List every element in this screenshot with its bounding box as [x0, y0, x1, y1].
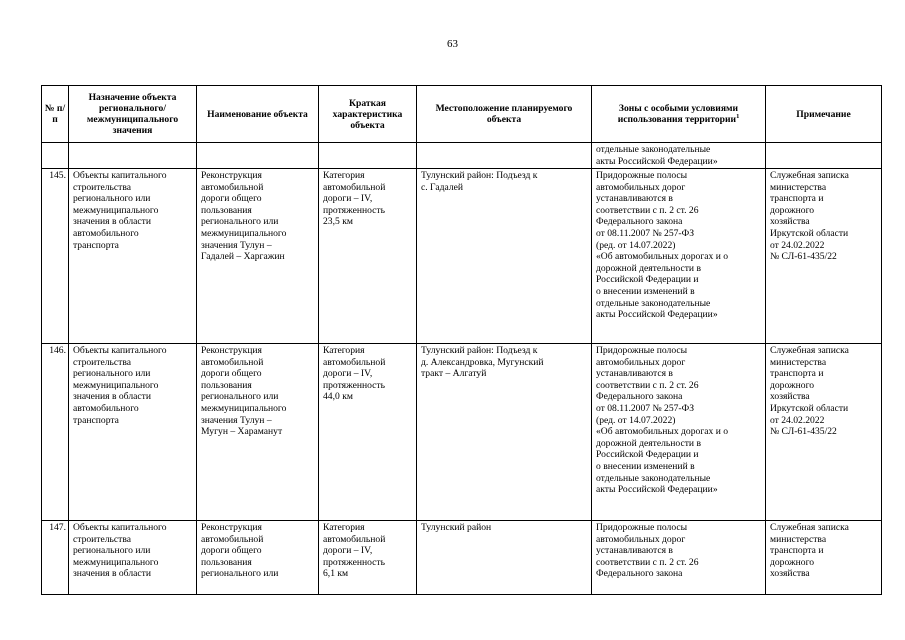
text-line: соответствии с п. 2 ст. 26 — [596, 204, 699, 216]
text-line: автомобильной — [323, 356, 386, 368]
text-line: от 24.02.2022 — [770, 414, 825, 426]
text-line: соответствии с п. 2 ст. 26 — [596, 379, 699, 391]
header-name: Наименование объекта — [197, 86, 319, 143]
text-line: Придорожные полосы — [596, 522, 688, 533]
text-line: протяженность — [323, 379, 385, 391]
text-line: Служебная записка — [770, 170, 849, 181]
table-row — [42, 521, 882, 595]
cell-location — [417, 169, 592, 344]
cell-num: 146. — [42, 344, 69, 521]
text-line: Федерального закона — [596, 568, 683, 580]
text-line: пользования — [201, 556, 252, 568]
text-line: Гадалей – Харгажин — [201, 251, 285, 263]
cell-name — [197, 344, 319, 521]
text-line: автомобильной — [201, 356, 264, 368]
text-line: Категория — [323, 522, 365, 533]
text-line: регионального или — [73, 193, 151, 205]
text-line: отдельные законодательные — [596, 144, 711, 155]
text-line: Иркутской области — [770, 402, 849, 414]
text-line: Придорожные полосы — [596, 345, 688, 356]
header-note: Примечание — [766, 86, 882, 143]
text-line: транспорта и — [770, 368, 824, 380]
text-line: отдельные законодательные — [596, 472, 711, 484]
text-line: дорожной деятельности в — [596, 437, 701, 449]
header-zones-footnote: 1 — [736, 112, 740, 120]
text-line: с. Гадалей — [421, 181, 464, 193]
text-line: транспорта — [73, 239, 119, 251]
cell-num: 145. — [42, 169, 69, 344]
cell-zones — [592, 143, 766, 169]
text-line: о внесении изменений в — [596, 285, 695, 297]
text-line: автомобильных дорог — [596, 181, 686, 193]
header-zones — [592, 86, 766, 143]
text-line: дороги общего — [201, 545, 262, 557]
text-line: акты Российской Федерации» — [596, 309, 718, 321]
text-line: протяженность — [323, 204, 385, 216]
text-line: от 08.11.2007 № 257-ФЗ — [596, 402, 694, 414]
page-number: 63 — [447, 38, 458, 50]
text-line: регионального или — [201, 568, 279, 580]
text-line: дороги общего — [201, 368, 262, 380]
cell-purpose — [69, 143, 197, 169]
text-line: Федерального закона — [596, 391, 683, 403]
text-line: о внесении изменений в — [596, 460, 695, 472]
cell-zones — [592, 344, 766, 521]
text-line: межмуниципального — [201, 227, 287, 239]
cell-num — [42, 143, 69, 169]
text-line: Мугун – Хараманут — [201, 426, 283, 438]
text-line: транспорта и — [770, 193, 824, 205]
text-line: строительства — [73, 356, 132, 368]
text-line: министерства — [770, 356, 827, 368]
cell-brief — [319, 169, 417, 344]
text-line: Объекты капитального — [73, 522, 167, 533]
text-line: автомобильных дорог — [596, 356, 686, 368]
text-line: Реконструкция — [201, 522, 262, 533]
text-line: межмуниципального — [201, 402, 287, 414]
text-line: межмуниципального — [73, 204, 159, 216]
text-line: хозяйства — [770, 391, 810, 403]
text-line: «Об автомобильных дорогах и о — [596, 251, 729, 263]
text-line: министерства — [770, 181, 827, 193]
text-line: акты Российской Федерации» — [596, 155, 718, 167]
text-line: строительства — [73, 181, 132, 193]
cell-location — [417, 521, 592, 595]
text-line: 23,5 км — [323, 216, 353, 228]
header-num: № п/п — [42, 86, 69, 143]
cell-name — [197, 169, 319, 344]
text-line: межмуниципального — [73, 379, 159, 391]
header-location: Местоположение планируемого объекта — [417, 86, 592, 143]
header-brief: Краткая характеристика объекта — [319, 86, 417, 143]
cell-zones — [592, 169, 766, 344]
cell-purpose — [69, 521, 197, 595]
text-line: регионального или — [201, 216, 279, 228]
text-line: дорожного — [770, 379, 815, 391]
text-line: Тулунский район: Подъезд к — [421, 345, 538, 356]
text-line: № СЛ-61-435/22 — [770, 426, 837, 438]
text-line: автомобильных дорог — [596, 533, 686, 545]
text-line: пользования — [201, 379, 252, 391]
text-line: дорожной деятельности в — [596, 262, 701, 274]
cell-note — [766, 143, 882, 169]
text-line: регионального или — [201, 391, 279, 403]
text-line: протяженность — [323, 556, 385, 568]
text-line: дороги общего — [201, 193, 262, 205]
text-line: Объекты капитального — [73, 345, 167, 356]
text-line: Иркутской области — [770, 227, 849, 239]
text-line: значения в области — [73, 391, 151, 403]
planned-objects-table — [41, 85, 882, 595]
text-line: министерства — [770, 533, 827, 545]
table-row — [42, 169, 882, 344]
cell-zones — [592, 521, 766, 595]
text-line: Реконструкция — [201, 345, 262, 356]
text-line: д. Александровка, Мугунский — [421, 356, 544, 368]
text-line: (ред. от 14.07.2022) — [596, 239, 676, 251]
text-line: 6,1 км — [323, 568, 349, 580]
text-line: Российской Федерации и — [596, 449, 699, 461]
table-row-continuation — [42, 143, 882, 169]
text-line: Объекты капитального — [73, 170, 167, 181]
cell-purpose — [69, 344, 197, 521]
text-line: автомобильной — [201, 533, 264, 545]
text-line: Тулунский район: Подъезд к — [421, 170, 538, 181]
text-line: дорожного — [770, 204, 815, 216]
cell-brief — [319, 344, 417, 521]
cell-name — [197, 521, 319, 595]
text-line: акты Российской Федерации» — [596, 484, 718, 496]
text-line: хозяйства — [770, 568, 810, 580]
cell-purpose — [69, 169, 197, 344]
text-line: автомобильной — [323, 181, 386, 193]
cell-location — [417, 143, 592, 169]
text-line: Придорожные полосы — [596, 170, 688, 181]
cell-note — [766, 344, 882, 521]
text-line: «Об автомобильных дорогах и о — [596, 426, 729, 438]
text-line: отдельные законодательные — [596, 297, 711, 309]
text-line: устанавливаются в — [596, 193, 673, 205]
cell-note — [766, 169, 882, 344]
cell-brief — [319, 521, 417, 595]
text-line: Служебная записка — [770, 522, 849, 533]
cell-brief — [319, 143, 417, 169]
text-line: 44,0 км — [323, 391, 353, 403]
text-line: от 24.02.2022 — [770, 239, 825, 251]
text-line: регионального или — [73, 368, 151, 380]
cell-name — [197, 143, 319, 169]
text-line: значения в области — [73, 216, 151, 228]
text-line: автомобильной — [323, 533, 386, 545]
text-line: Категория — [323, 345, 365, 356]
cell-num: 147. — [42, 521, 69, 595]
text-line: межмуниципального — [73, 556, 159, 568]
text-line: хозяйства — [770, 216, 810, 228]
text-line: автомобильной — [201, 181, 264, 193]
text-line: дорожного — [770, 556, 815, 568]
text-line: от 08.11.2007 № 257-ФЗ — [596, 227, 694, 239]
text-line: пользования — [201, 204, 252, 216]
text-line: транспорта — [73, 414, 119, 426]
text-line: Служебная записка — [770, 345, 849, 356]
text-line: дороги – IV, — [323, 368, 373, 380]
table-row — [42, 344, 882, 521]
text-line: автомобильного — [73, 402, 139, 414]
text-line: регионального или — [73, 545, 151, 557]
text-line: строительства — [73, 533, 132, 545]
text-line: Категория — [323, 170, 365, 181]
text-line: значения в области — [73, 568, 151, 580]
text-line: дороги – IV, — [323, 545, 373, 557]
text-line: значения Тулун – — [201, 414, 272, 426]
text-line: (ред. от 14.07.2022) — [596, 414, 676, 426]
text-line: устанавливаются в — [596, 545, 673, 557]
text-line: Реконструкция — [201, 170, 262, 181]
text-line: дороги – IV, — [323, 193, 373, 205]
text-line: Российской Федерации и — [596, 274, 699, 286]
text-line: соответствии с п. 2 ст. 26 — [596, 556, 699, 568]
text-line: Тулунский район — [421, 522, 492, 533]
text-line: Федерального закона — [596, 216, 683, 228]
cell-note — [766, 521, 882, 595]
text-line: автомобильного — [73, 227, 139, 239]
text-line: значения Тулун – — [201, 239, 272, 251]
header-zones-text: Зоны с особыми условиями использования территории — [617, 103, 739, 125]
header-purpose: Назначение объекта регионального/ межмуниципального значения — [69, 86, 197, 143]
table-header-row — [42, 86, 882, 143]
text-line: устанавливаются в — [596, 368, 673, 380]
cell-location — [417, 344, 592, 521]
text-line: транспорта и — [770, 545, 824, 557]
text-line: № СЛ-61-435/22 — [770, 251, 837, 263]
text-line: тракт – Алгатуй — [421, 368, 487, 380]
